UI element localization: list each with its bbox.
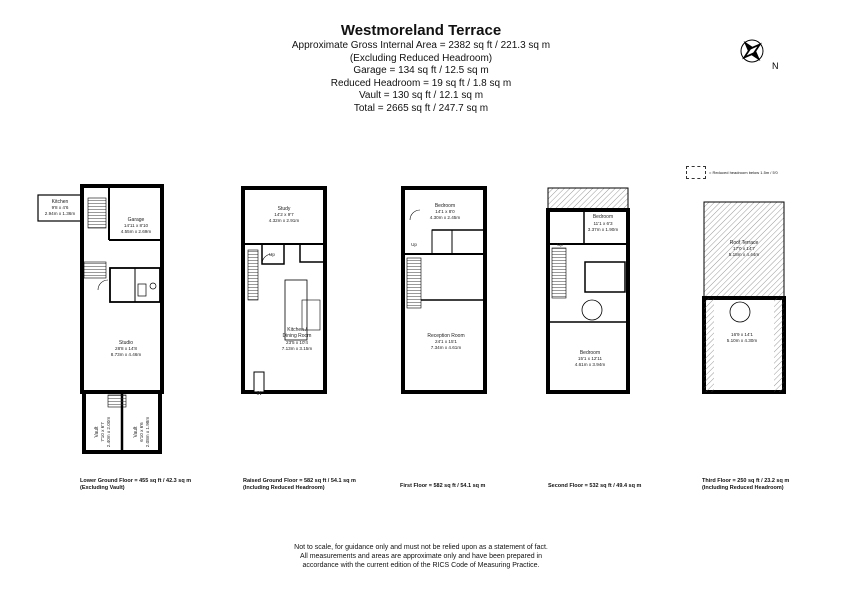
svg-text:2.94m x 1.36m: 2.94m x 1.36m <box>44 211 76 216</box>
svg-text:Reception Room: Reception Room <box>427 333 465 339</box>
area-line: Approximate Gross Internal Area = 2382 sq ft / 221.3 sq m <box>291 40 551 51</box>
svg-text:Bedroom: Bedroom <box>579 350 601 356</box>
svg-text:14'2 x 9'7: 14'2 x 9'7 <box>274 212 294 217</box>
svg-text:3.37m x 1.90m: 3.37m x 1.90m <box>587 227 619 232</box>
svg-text:14'1 x 8'0: 14'1 x 8'0 <box>435 209 455 214</box>
svg-text:4.30m x 2.45m: 4.30m x 2.45m <box>429 215 461 220</box>
svg-text:Garage: Garage <box>127 217 145 223</box>
svg-text:14'11 x 8'10: 14'11 x 8'10 <box>123 223 149 228</box>
floor-label-first: First Floor = 582 sq ft / 54.1 sq m <box>400 483 486 489</box>
reduced-headroom-key: = Reduced headroom below 1.5m / 5'0 <box>686 164 778 182</box>
area-line: Total = 2665 sq ft / 247.7 sq m <box>353 102 489 114</box>
stair-up-label: Up <box>411 242 417 247</box>
svg-text:28'8 x 14'8: 28'8 x 14'8 <box>115 346 137 351</box>
floor-label-third: Third Floor = 250 sq ft / 23.2 sq m (Including Reduced Headroom) <box>702 478 790 491</box>
entrance-label: IN <box>256 391 262 397</box>
svg-text:8.73m x 4.46m: 8.73m x 4.46m <box>110 352 142 357</box>
svg-text:11'1 x 6'3: 11'1 x 6'3 <box>593 221 613 226</box>
disclaimer: Not to scale, for guidance only and must not be relied upon as a statement of fact. All measurements and areas are approximate only and have been prepared in accordance with the current edition of the RICS Code of Measuring Practice. <box>294 544 548 569</box>
room-label-third-floor-room <box>727 332 758 343</box>
svg-text:16'9 x 14'1: 16'9 x 14'1 <box>731 332 753 337</box>
svg-text:Vault: Vault <box>94 426 100 438</box>
svg-text:15'1 x 12'11: 15'1 x 12'11 <box>577 356 603 361</box>
svg-text:9'8 x 4'6: 9'8 x 4'6 <box>51 205 69 210</box>
page-title: Westmoreland Terrace <box>340 22 502 39</box>
area-line: Vault = 130 sq ft / 12.1 sq m <box>358 90 484 101</box>
area-line: Garage = 134 sq ft / 12.5 sq m <box>353 65 489 76</box>
svg-text:Roof Terrace: Roof Terrace <box>729 240 759 246</box>
compass-rose-icon <box>734 33 771 70</box>
svg-text:23'5 x 10'4: 23'5 x 10'4 <box>286 340 308 345</box>
stair-up-label: Up <box>557 242 563 247</box>
svg-text:Bedroom: Bedroom <box>434 203 456 209</box>
floor-label-second: Second Floor = 532 sq ft / 49.4 sq m <box>548 483 642 489</box>
svg-text:7'10 x 6'7: 7'10 x 6'7 <box>100 422 105 442</box>
svg-text:4.55m x 2.69m: 4.55m x 2.69m <box>120 229 152 234</box>
svg-text:Bedroom: Bedroom <box>592 214 614 220</box>
floor-label-lower-ground: Lower Ground Floor = 455 sq ft / 42.3 sq m (Excluding Vault) <box>80 478 192 491</box>
svg-text:2.40m x 2.00m: 2.40m x 2.00m <box>106 416 111 448</box>
floor-label-raised-ground: Raised Ground Floor = 582 sq ft / 54.1 sq m (Including Reduced Headroom) <box>243 478 356 491</box>
svg-text:2.08m x 1.98m: 2.08m x 1.98m <box>145 416 150 448</box>
svg-text:7.13m x 3.15m: 7.13m x 3.15m <box>281 346 313 351</box>
svg-text:Study: Study <box>277 206 291 212</box>
area-line: Reduced Headroom = 19 sq ft / 1.8 sq m <box>330 77 512 89</box>
svg-text:6'10 x 6'6: 6'10 x 6'6 <box>139 422 144 442</box>
svg-text:5.18m x 4.44m: 5.18m x 4.44m <box>728 252 760 257</box>
compass-north-label: N <box>772 61 779 71</box>
svg-text:Vault: Vault <box>133 426 139 438</box>
svg-text:4.61m x 3.94m: 4.61m x 3.94m <box>574 362 606 367</box>
svg-text:Dining Room: Dining Room <box>282 333 312 339</box>
stair-up-label: Up <box>269 252 275 257</box>
room-label-roof-terrace <box>729 240 760 257</box>
svg-text:24'1 x 15'1: 24'1 x 15'1 <box>435 339 457 344</box>
svg-text:Kitchen /: Kitchen / <box>287 327 307 333</box>
svg-text:4.32m x 2.91m: 4.32m x 2.91m <box>268 218 300 223</box>
svg-text:Kitchen: Kitchen <box>51 199 69 205</box>
svg-text:Studio: Studio <box>118 340 134 346</box>
area-line: (Excluding Reduced Headroom) <box>349 52 493 64</box>
svg-text:5.10m x 4.30m: 5.10m x 4.30m <box>726 338 758 343</box>
third-floor-plan <box>704 202 784 392</box>
svg-text:7.34m x 4.61m: 7.34m x 4.61m <box>430 345 462 350</box>
svg-text:17'0 x 14'7: 17'0 x 14'7 <box>733 246 755 251</box>
